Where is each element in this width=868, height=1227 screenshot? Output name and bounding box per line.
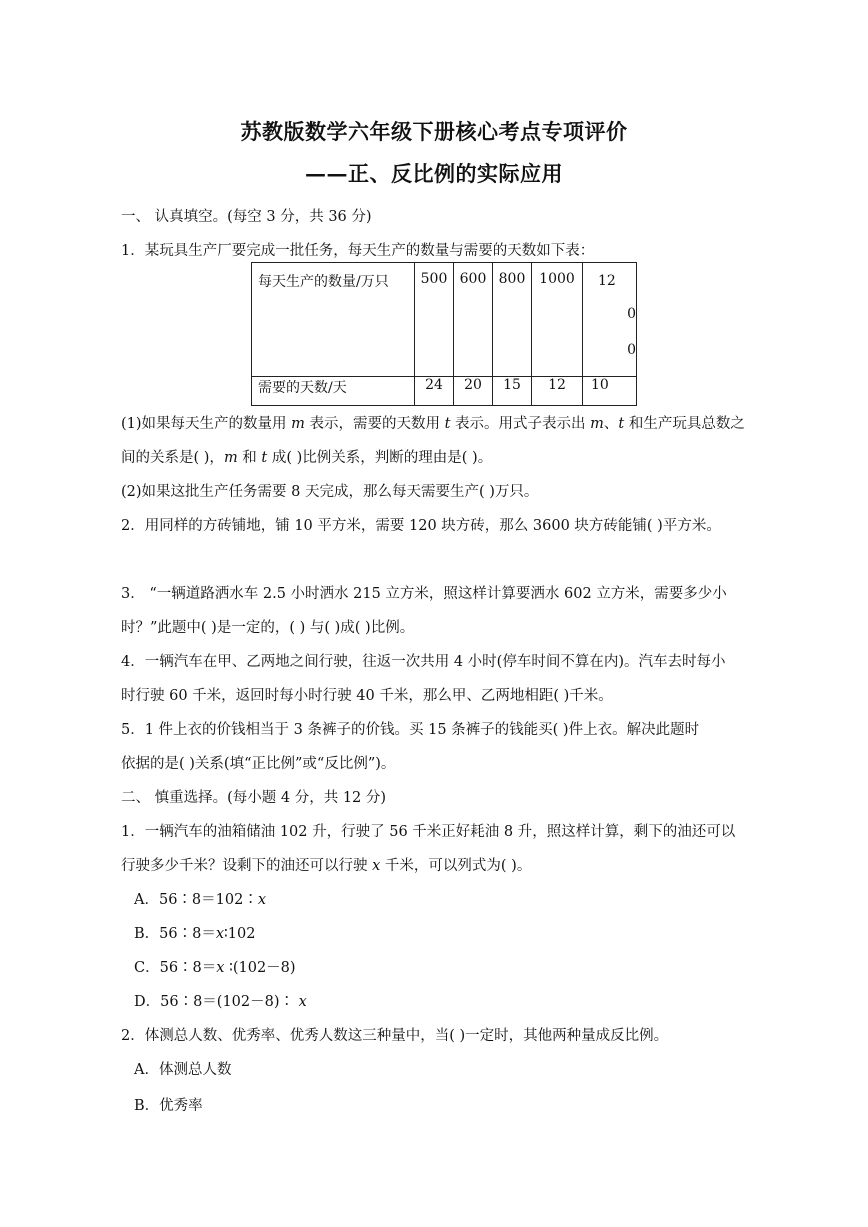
table-cell: 12 bbox=[532, 377, 583, 406]
variable-t: t bbox=[618, 416, 625, 432]
text: 表示。用式子表示出 bbox=[450, 416, 591, 432]
cell-fragment: 0 bbox=[627, 306, 636, 322]
question-1-part-1-line-1 bbox=[121, 412, 745, 433]
section-2-heading: 二、 慎重选择。(每小题 4 分，共 12 分) bbox=[121, 790, 387, 806]
text: ∶(102－8) bbox=[224, 960, 296, 976]
table-cell: 500 bbox=[415, 263, 454, 377]
question-5-line-2: 依据的是( )关系(填“正比例”或“反比例”)。 bbox=[121, 756, 396, 772]
question-1-part-1-line-2 bbox=[121, 446, 492, 467]
table-cell: 10 bbox=[583, 377, 637, 406]
text: 成( )比例关系，判断的理由是( )。 bbox=[267, 450, 493, 466]
table-cell: 600 bbox=[454, 263, 493, 377]
question-1-stem: 1．某玩具生产厂要完成一批任务，每天生产的数量与需要的天数如下表： bbox=[121, 243, 595, 259]
variable-x: x bbox=[216, 960, 225, 976]
text: 间的关系是( )， bbox=[121, 450, 224, 466]
text: 表示，需要的天数用 bbox=[304, 416, 445, 432]
text: ∶102 bbox=[224, 926, 256, 942]
cell-fragment: 0 bbox=[627, 342, 636, 358]
variable-m: m bbox=[291, 416, 305, 432]
table-cell: 20 bbox=[454, 377, 493, 406]
table-row bbox=[252, 263, 637, 377]
document-title: 苏教版数学六年级下册核心考点专项评价 bbox=[240, 119, 628, 144]
option-b: B．优秀率 bbox=[134, 1098, 203, 1114]
choice-question-1-line-2 bbox=[121, 854, 531, 875]
variable-x: x bbox=[215, 926, 225, 942]
option-a: A．体测总人数 bbox=[134, 1062, 232, 1078]
question-1-part-2: (2)如果这批生产任务需要 8 天完成，那么每天需要生产( )万只。 bbox=[121, 484, 539, 500]
variable-x: x bbox=[298, 994, 307, 1010]
variable-m: m bbox=[590, 416, 604, 432]
table-cell: 每天生产的数量/万只 bbox=[252, 263, 415, 377]
option-c bbox=[134, 956, 296, 977]
question-4-line-2: 时行驶 60 千米，返回时每小时行驶 40 千米，那么甲、乙两地相距( )千米。 bbox=[121, 688, 613, 704]
variable-x: x bbox=[372, 858, 381, 874]
table-cell: 15 bbox=[493, 377, 532, 406]
table-cell: 1000 bbox=[532, 263, 583, 377]
text: 和生产玩具总数之 bbox=[624, 416, 745, 432]
text: B．56∶8＝ bbox=[134, 926, 216, 942]
question-4-line-1: 4．一辆汽车在甲、乙两地之间行驶，往返一次共用 4 小时(停车时间不算在内)。汽车去时每小 bbox=[121, 654, 726, 670]
text: 千米，可以列式为( )。 bbox=[380, 858, 532, 874]
question-3-line-2: 时？”此题中( )是一定的，( ) 与( )成( )比例。 bbox=[121, 620, 415, 636]
text: (1)如果每天生产的数量用 bbox=[121, 416, 292, 432]
variable-t: t bbox=[261, 450, 268, 466]
text: 行驶多少千米？设剩下的油还可以行驶 bbox=[121, 858, 373, 874]
text: A．56∶8＝102∶ bbox=[134, 892, 258, 908]
table-cell: 24 bbox=[415, 377, 454, 406]
text: C．56∶8＝ bbox=[134, 960, 217, 976]
text: 和 bbox=[237, 450, 262, 466]
variable-x: x bbox=[257, 892, 267, 908]
cell-fragment: 12 bbox=[598, 273, 616, 289]
choice-question-2: 2．体测总人数、优秀率、优秀人数这三种量中，当( )一定时，其他两种量成反比例。 bbox=[121, 1028, 669, 1044]
variable-t: t bbox=[444, 416, 451, 432]
question-2: 2．用同样的方砖铺地，铺 10 平方米，需要 120 块方砖，那么 3600 块方砖能铺( )平方米。 bbox=[121, 518, 721, 534]
variable-m: m bbox=[223, 450, 238, 466]
choice-question-1-line-1: 1．一辆汽车的油箱储油 102 升，行驶了 56 千米正好耗油 8 升，照这样计算，剩下的油还可以 bbox=[121, 824, 736, 840]
table-cell bbox=[583, 263, 637, 377]
document-subtitle: ——正、反比例的实际应用 bbox=[305, 161, 563, 186]
question-3-line-1: 3． “一辆道路洒水车 2.5 小时洒水 215 立方米，照这样计算要洒水 602 立方米，需要多少小 bbox=[121, 586, 727, 602]
table-cell: 800 bbox=[493, 263, 532, 377]
option-d bbox=[134, 990, 307, 1011]
option-a bbox=[134, 888, 266, 909]
production-table bbox=[251, 262, 637, 406]
question-5-line-1: 5．1 件上衣的价钱相当于 3 条裤子的价钱。买 15 条裤子的钱能买( )件上衣。解决此题时 bbox=[121, 722, 700, 738]
table-cell: 需要的天数/天 bbox=[252, 377, 415, 406]
text: 、 bbox=[603, 416, 619, 432]
section-1-heading: 一、 认真填空。(每空 3 分，共 36 分) bbox=[121, 209, 372, 225]
option-b bbox=[134, 922, 255, 943]
text: D．56∶8＝(102－8)∶ bbox=[134, 994, 299, 1010]
table-row bbox=[252, 377, 637, 406]
